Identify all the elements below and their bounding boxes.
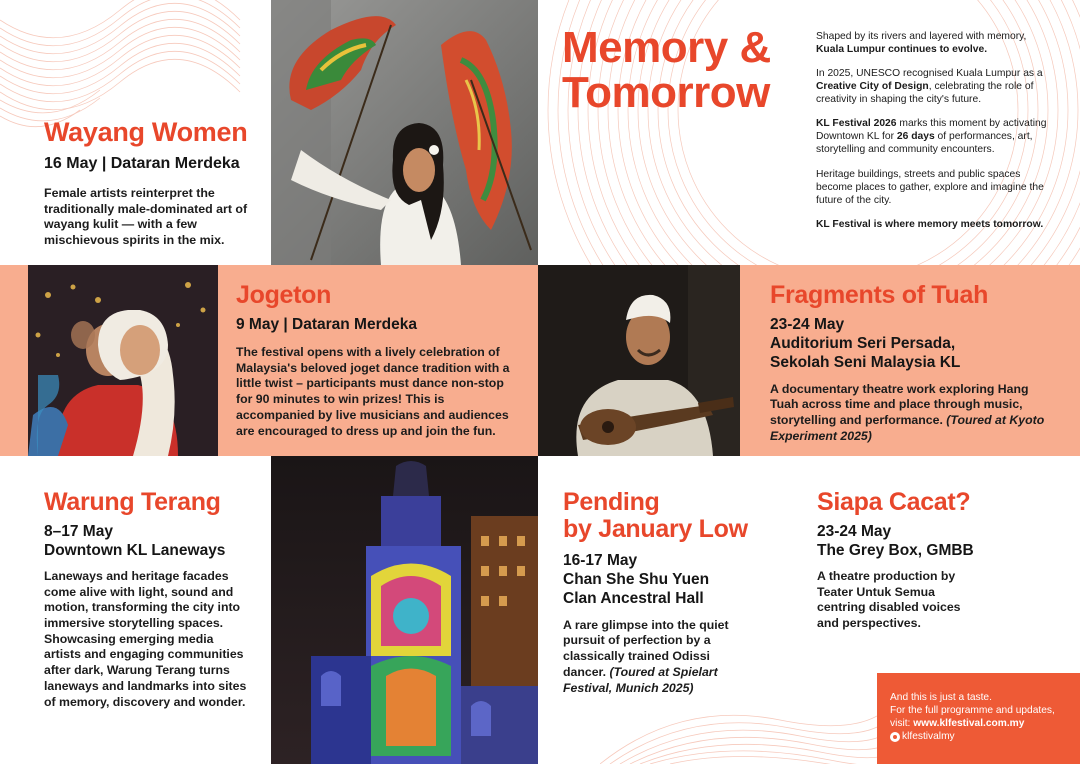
intro-paragraph-5	[816, 218, 1056, 231]
event-meta	[44, 523, 266, 561]
event-fragments-of-tuah	[770, 282, 1070, 445]
event-jogeton	[236, 282, 526, 439]
cta-visit-label: visit:	[890, 718, 914, 730]
social-handle[interactable]	[890, 730, 1080, 743]
event-title: Jogeton	[236, 282, 332, 309]
event-description: Female artists reinterpret the traditionally male-dominated art of wayang kulit — with a few mischievous spirits in the mix.	[44, 185, 248, 248]
event-description	[563, 618, 741, 697]
event-meta: 16 May | Dataran Merdeka	[44, 155, 240, 173]
event-venue: The Grey Box, GMBB	[817, 541, 974, 559]
event-siapa-cacat	[817, 489, 1017, 632]
event-title: Warung Terang	[44, 489, 221, 516]
event-title: Fragments of Tuah	[770, 282, 989, 309]
photo-jogeton-dancer	[28, 265, 218, 456]
photo-tuah-musician	[538, 265, 740, 456]
website-link[interactable]: www.klfestival.com.my	[913, 718, 1025, 730]
intro-p1-text: Shaped by its rivers and layered with memory,	[816, 31, 1027, 42]
intro-p3-tail: of performances, art, storytelling and community encounters.	[816, 131, 1033, 156]
event-date: 23-24 May	[770, 316, 845, 333]
event-venue-line2: Clan Ancestral Hall	[563, 589, 704, 607]
intro-text	[816, 30, 1056, 242]
event-date: 16-17 May	[563, 552, 638, 569]
event-description-tail: , transforming the city into immersive storytelling spaces. Showcasing emerging media artists and engaging communities after dark, Warung Terang turns laneways and landmarks into sites of memory, discovery and wonder.	[44, 600, 247, 709]
intro-paragraph-4: Heritage buildings, streets and public spaces become places to gather, explore and imagine the future of the city.	[816, 168, 1044, 206]
event-meta: 9 May | Dataran Merdeka	[236, 316, 417, 333]
intro-p1-bold: Kuala Lumpur continues to evolve.	[816, 44, 988, 56]
event-description	[770, 382, 1045, 445]
event-date: 23-24 May	[817, 523, 892, 540]
event-venue: Downtown KL Laneways	[44, 541, 226, 559]
intro-p2-bold: Creative City of Design	[816, 81, 929, 93]
event-description-text: A rare glimpse into the quiet pursuit of perfection by a classically trained Odissi dancer.	[563, 617, 729, 679]
intro-paragraph-3	[816, 117, 1056, 156]
event-description-text: A documentary theatre work exploring Hang Tuah across time and place through music, storytelling and performance.	[770, 381, 1029, 428]
at-icon	[890, 732, 900, 742]
event-description: A theatre production by Teater Untuk Semua centring disabled voices and perspectives.	[817, 568, 961, 631]
intro-paragraph-1	[816, 30, 1056, 56]
event-meta	[563, 552, 773, 609]
cta-line1: And this is just a taste.	[890, 692, 992, 703]
intro-p2-tail: , celebrating the role of creativity in shaping the city's future.	[816, 81, 1034, 106]
event-description-note: (Toured at Kyoto Experiment 2025)	[770, 413, 1045, 443]
event-title	[563, 489, 773, 543]
event-description: The festival opens with a lively celebration of Malaysia's beloved joget dance tradition with a little twist – participants must dance non-stop for 90 minutes to win prizes! This is accompanied by live musicians and audiences are encouraged to dress up and join the fun.	[236, 344, 510, 438]
photo-wayang-performer	[271, 0, 538, 265]
intro-p3-days: 26 days	[896, 131, 935, 143]
event-description	[44, 569, 249, 711]
event-description-note: (Toured at Spielart Festival, Munich 2025)	[563, 664, 718, 695]
page-title	[562, 23, 771, 117]
intro-p3-text: marks this moment by activating Downtown KL for	[816, 118, 1047, 143]
event-pending	[563, 489, 773, 696]
cta-line2: For the full programme and updates,	[890, 705, 1055, 717]
page-title-line2: Tomorrow	[562, 67, 770, 117]
event-title: Siapa Cacat?	[817, 489, 971, 516]
event-venue-line1: Chan She Shu Yuen	[563, 570, 710, 588]
event-title-line1: Pending	[563, 489, 660, 516]
event-description-text: Laneways and heritage facades come alive with	[44, 568, 229, 599]
event-date: 8–17 May	[44, 523, 113, 540]
cta-box	[877, 673, 1080, 764]
event-title-line2: by January Low	[563, 515, 748, 543]
event-venue-line2: Sekolah Seni Malaysia KL	[770, 353, 961, 371]
page-title-line1: Memory &	[562, 23, 771, 72]
event-meta	[817, 523, 1017, 561]
intro-p2-text: In 2025, UNESCO recognised Kuala Lumpur as a	[816, 68, 1043, 80]
event-title: Wayang Women	[44, 118, 248, 147]
intro-p5-bold: KL Festival is where memory meets tomorrow.	[816, 218, 1044, 230]
intro-paragraph-2	[816, 67, 1056, 106]
cta-line3	[890, 717, 1080, 730]
event-meta	[770, 316, 1070, 373]
event-description-highlight: light, sound and motion	[44, 584, 234, 615]
intro-p3-bold: KL Festival 2026	[816, 118, 897, 130]
social-handle-text: klfestivalmy	[902, 731, 955, 743]
event-wayang-women	[44, 118, 266, 249]
event-warung-terang	[44, 489, 266, 710]
photo-warung-projection	[271, 456, 538, 764]
event-venue-line1: Auditorium Seri Persada,	[770, 334, 956, 352]
